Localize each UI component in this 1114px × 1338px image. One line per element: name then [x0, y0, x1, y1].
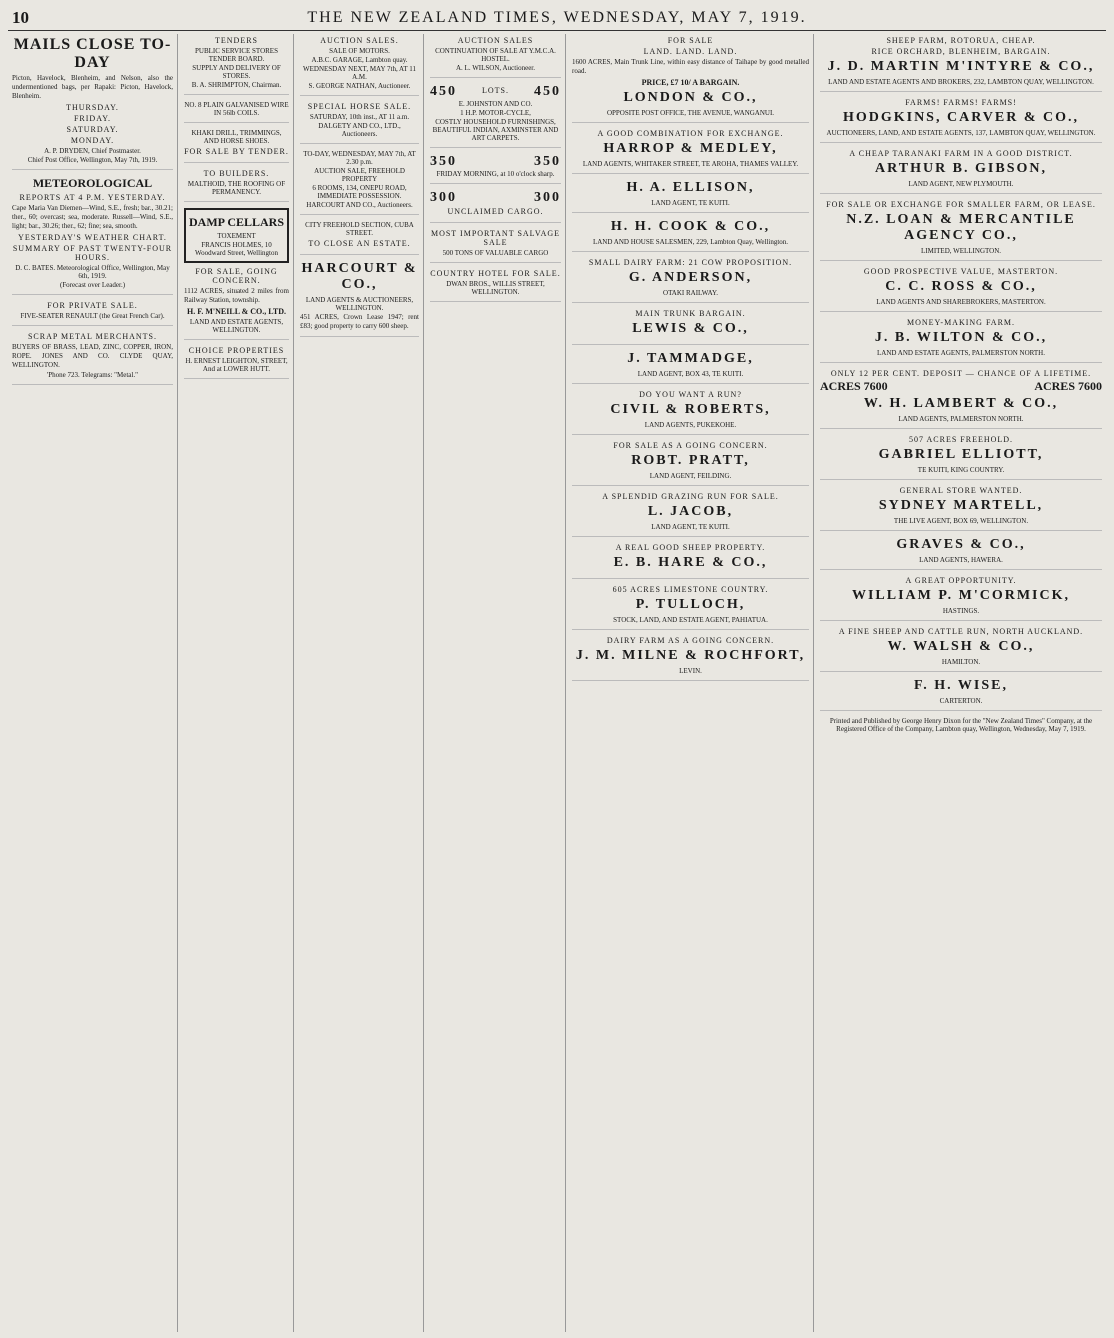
tenders-heading: TENDERS	[215, 36, 258, 45]
gibson-sub: LAND AGENT, NEW PLYMOUTH.	[908, 180, 1014, 188]
weather-chart-heading: YESTERDAY'S WEATHER CHART.	[18, 233, 167, 242]
civil-block	[572, 390, 809, 435]
north-auckland-heading: A FINE SHEEP AND CATTLE RUN, NORTH AUCKLAND.	[838, 627, 1084, 636]
scrap-text: BUYERS OF BRASS, LEAD, ZINC, COPPER, IRON, ROPE. JONES AND CO. CLYDE QUAY, WELLINGTON.	[12, 343, 173, 369]
graves-block	[820, 537, 1102, 570]
exchange-heading-6: FOR SALE OR EXCHANGE FOR SMALLER FARM, OR LEASE.	[826, 200, 1096, 209]
column-5	[568, 34, 814, 1332]
mails-monday: MONDAY.	[70, 136, 115, 145]
lambert-sub: LAND AGENTS, PALMERSTON NORTH.	[898, 415, 1024, 423]
land-1600: 1600 ACRES, Main Trunk Line, within easy distance of Taihape by good metalled road.	[572, 58, 809, 75]
horse-block	[300, 102, 419, 144]
hodgkins-sub: AUCTIONEERS, LAND, AND ESTATE AGENTS, 137, LAMBTON QUAY, WELLINGTON.	[826, 129, 1096, 137]
martin-block	[820, 36, 1102, 92]
mccormick-block	[820, 576, 1102, 621]
mccormick-sub: HASTINGS.	[942, 607, 980, 615]
store-wanted-heading: GENERAL STORE WANTED.	[899, 486, 1023, 495]
hare-block	[572, 543, 809, 579]
leighton-agent: H. ERNEST LEIGHTON, STREET, And at LOWER HUTT.	[185, 357, 288, 373]
lots-left: 450	[430, 84, 457, 99]
ellison-sub: LAND AGENT, TE KUITI.	[651, 199, 730, 207]
meteor-text: Cape Maria Van Diemen—Wind, S.E., fresh; bar., 30.21; ther., 60; overcast; sea, moderate. Russell—Wind, S.E., light; bar., 30.26; ther., 62; fine; sea, smooth.	[12, 204, 173, 230]
anderson-sub: OTAKI RAILWAY.	[663, 289, 718, 297]
wilton-block	[820, 318, 1102, 363]
column-6	[816, 34, 1106, 1332]
lewis-block	[572, 309, 809, 345]
lots3-left: 300	[430, 190, 457, 205]
auction-heading-4: AUCTION SALES	[457, 36, 534, 45]
damp-heading: DAMP CELLARS	[189, 215, 285, 229]
dalgety-auctioneer: DALGETY AND CO., LTD., Auctioneers.	[318, 122, 401, 138]
continuation: CONTINUATION OF SALE AT Y.M.C.A. HOSTEL.	[435, 47, 556, 63]
today-date: TO-DAY, WEDNESDAY, MAY 7th, AT 2.30 p.m.	[303, 150, 416, 166]
walsh-sub: HAMILTON.	[941, 658, 981, 666]
nzloan-sub: LIMITED, WELLINGTON.	[920, 247, 1002, 255]
civil-firm: CIVIL & ROBERTS,	[610, 402, 771, 417]
choice-heading: CHOICE PROPERTIES	[188, 346, 285, 355]
pratt-firm: ROBT. PRATT,	[631, 453, 750, 468]
taranaki-heading: A CHEAP TARANAKI FARM IN A GOOD DISTRICT.	[849, 149, 1073, 158]
gibson-block	[820, 149, 1102, 194]
london-block	[572, 47, 809, 123]
motor-cycle: 1 H.P. MOTOR-CYCLE,	[460, 109, 531, 117]
martell-firm: SYDNEY MARTELL,	[878, 498, 1044, 513]
salvage-heading: MOST IMPORTANT SALVAGE SALE	[430, 229, 561, 247]
hotel-heading: COUNTRY HOTEL FOR SALE.	[430, 269, 561, 278]
tenders-sign: B. A. SHRIMPTON, Chairman.	[191, 81, 282, 89]
motors-sub: A.B.C. GARAGE, Lambton quay.	[311, 56, 408, 64]
roofing-heading: MALTHOID, THE ROOFING OF PERMANENCY.	[187, 180, 286, 196]
cook-sub: LAND AND HOUSE SALESMEN, 229, Lambton Quay, Wellington.	[592, 238, 789, 246]
summary-heading: SUMMARY OF PAST TWENTY-FOUR HOURS.	[12, 244, 173, 262]
mccormick-firm: WILLIAM P. M'CORMICK,	[851, 588, 1071, 603]
lots-450-block	[430, 84, 561, 148]
going-concern-text: 1112 ACRES, situated 2 miles from Railway Station, township.	[184, 287, 289, 304]
friday-morning: FRIDAY MORNING, at 10 o'clock sharp.	[436, 170, 555, 178]
ross-block	[820, 267, 1102, 312]
grazing-heading: A SPLENDID GRAZING RUN FOR SALE.	[602, 492, 779, 501]
private-sale-block	[12, 301, 173, 326]
page-number: 10	[12, 8, 29, 27]
city-freehold: CITY FREEHOLD SECTION, CUBA STREET.	[305, 221, 414, 237]
onepu-block	[300, 150, 419, 215]
milne-sub: LEVIN.	[679, 667, 702, 675]
elliott-firm: GABRIEL ELLIOTT,	[878, 447, 1044, 462]
london-firm: LONDON & CO.,	[623, 90, 758, 105]
column-4	[426, 34, 566, 1332]
auction-heading: AUCTION SALES.	[320, 36, 399, 45]
hotel-block	[430, 269, 561, 302]
motors-heading: SALE OF MOTORS.	[329, 47, 390, 55]
rooms-heading: 6 ROOMS, 134, ONEPU ROAD, IMMEDIATE POSSESSION.	[312, 184, 407, 200]
pratt-block	[572, 441, 809, 486]
forecast-note: (Forecast over Leader.)	[59, 281, 126, 289]
builders-block	[184, 169, 289, 202]
graves-sub: LAND AGENTS, HAWERA.	[919, 556, 1003, 564]
gibson-firm: ARTHUR B. GIBSON,	[875, 161, 1047, 176]
wilson-auctioneer: A. L. WILSON, Auctioneer.	[456, 64, 535, 72]
harrop-sub: LAND AGENTS, WHITAKER STREET, TE AROHA, THAMES VALLEY.	[582, 160, 799, 168]
private-sale-heading: FOR PRIVATE SALE.	[47, 301, 138, 310]
wise-firm: F. H. WISE,	[914, 678, 1008, 693]
lots3-right: 300	[534, 190, 561, 205]
ross-sub: LAND AGENTS AND SHAREBROKERS, MASTERTON.	[876, 298, 1046, 306]
going-concern-block	[184, 267, 289, 340]
tenders-sub: PUBLIC SERVICE STORES TENDER BOARD.	[195, 47, 278, 63]
land-heading: LAND. LAND. LAND.	[643, 47, 738, 56]
main-trunk-heading: MAIN TRUNK BARGAIN.	[635, 309, 746, 318]
anderson-block	[572, 258, 809, 303]
mails-signoff-sub: Chief Post Office, Wellington, May 7th, 1919.	[27, 156, 158, 164]
exchange-heading: A GOOD COMBINATION FOR EXCHANGE.	[597, 129, 784, 138]
meteor-heading: METEOROLOGICAL	[32, 176, 153, 190]
cook-block	[572, 219, 809, 252]
mails-text: Picton, Havelock, Blenheim, and Nelson, also the undermentioned bags, per Rapaki: Picton, Havelock, Blenheim.	[12, 74, 173, 100]
opportunity-heading: A GREAT OPPORTUNITY.	[905, 576, 1017, 585]
masterton-heading: GOOD PROSPECTIVE VALUE, MASTERTON.	[863, 267, 1059, 276]
martin-sub: LAND AND ESTATE AGENTS AND BROKERS, 232, LAMBTON QUAY, WELLINGTON.	[828, 78, 1094, 86]
jacob-firm: L. JACOB,	[647, 504, 734, 519]
for-sale-heading: FOR SALE	[667, 36, 714, 45]
mcneill-sub: LAND AND ESTATE AGENTS, WELLINGTON.	[189, 318, 284, 334]
hodgkins-firm: HODGKINS, CARVER & CO.,	[842, 110, 1080, 125]
johnston-firm: E. JOHNSTON AND CO.	[458, 100, 533, 108]
meteor-sub: REPORTS AT 4 P.M. YESTERDAY.	[19, 193, 166, 202]
lots2-right: 350	[534, 154, 561, 169]
nathan-auctioneer: S. GEORGE NATHAN, Auctioneer.	[308, 82, 411, 90]
damp-cellars-ad	[184, 208, 289, 263]
going-concern-heading-5: FOR SALE AS A GOING CONCERN.	[613, 441, 768, 450]
tammadge-firm: J. TAMMADGE,	[627, 351, 754, 366]
martell-block	[820, 486, 1102, 531]
ellison-block	[572, 180, 809, 213]
dairy-heading: SMALL DAIRY FARM: 21 COW PROPOSITION.	[588, 258, 793, 267]
tulloch-block	[572, 585, 809, 630]
ross-firm: C. C. ROSS & CO.,	[885, 279, 1037, 294]
mails-signoff: A. P. DRYDEN, Chief Postmaster.	[44, 147, 141, 155]
walsh-block	[820, 627, 1102, 672]
horse-date: SATURDAY, 10th inst., AT 11 a.m.	[309, 113, 410, 121]
tenders-supply: SUPPLY AND DELIVERY OF STORES.	[192, 64, 281, 80]
money-making-heading: MONEY-MAKING FARM.	[906, 318, 1016, 327]
lambert-firm: W. H. LAMBERT & CO.,	[863, 396, 1059, 411]
london-sub: OPPOSITE POST OFFICE, THE AVENUE, WANGANUI.	[606, 109, 775, 117]
tulloch-firm: P. TULLOCH,	[635, 597, 746, 612]
acres-right: ACRES 7600	[1034, 379, 1102, 393]
walsh-firm: W. WALSH & CO.,	[887, 639, 1035, 654]
martell-sub: THE LIVE AGENT, BOX 69, WELLINGTON.	[893, 517, 1029, 525]
close-estate: TO CLOSE AN ESTATE.	[308, 239, 411, 248]
cuba-block	[300, 221, 419, 255]
jacob-block	[572, 492, 809, 537]
ymca-block	[430, 47, 561, 78]
want-run-heading: DO YOU WANT A RUN?	[639, 390, 742, 399]
masthead-title: THE NEW ZEALAND TIMES, WEDNESDAY, MAY 7, 1919.	[307, 9, 807, 26]
wire-block	[184, 101, 289, 123]
lots-label: LOTS.	[482, 86, 509, 95]
mcneill-firm: H. F. M'NEILL & CO., LTD.	[187, 307, 286, 316]
motors-block	[300, 47, 419, 96]
wise-block	[820, 678, 1102, 711]
wise-sub: CARTERTON.	[939, 697, 983, 705]
acres-left: ACRES 7600	[820, 379, 888, 393]
graves-firm: GRAVES & CO.,	[896, 537, 1026, 552]
hodgkins-block	[820, 98, 1102, 143]
harrop-block	[572, 129, 809, 174]
harcourt-firm: HARCOURT & CO.,	[301, 261, 418, 292]
wilton-firm: J. B. WILTON & CO.,	[874, 330, 1048, 345]
harcourt-text: 451 ACRES, Crown Lease 1947; rent £83; good property to carry 600 sheep.	[300, 313, 419, 330]
builders-heading: TO BUILDERS.	[203, 169, 270, 178]
scrap-block	[12, 332, 173, 385]
lots-right: 450	[534, 84, 561, 99]
horse-heading: SPECIAL HORSE SALE.	[307, 102, 412, 111]
meteorological-block	[12, 176, 173, 295]
mails-heading: MAILS CLOSE TO-DAY	[13, 36, 172, 71]
column-1	[8, 34, 178, 1332]
mails-saturday: SATURDAY.	[66, 125, 119, 134]
choice-block	[184, 346, 289, 379]
tammadge-block	[572, 351, 809, 384]
tammadge-sub: LAND AGENT, BOX 43, TE KUITI.	[637, 370, 744, 378]
farms-heading: FARMS! FARMS! FARMS!	[905, 98, 1017, 107]
unclaimed-cargo: UNCLAIMED CARGO.	[447, 207, 544, 216]
mails-thursday: THURSDAY.	[66, 103, 119, 112]
lewis-firm: LEWIS & CO.,	[632, 321, 749, 336]
damp-agent: FRANCIS HOLMES, 10 Woodward Street, Wellington	[195, 241, 278, 257]
page-header	[8, 6, 1106, 31]
sheep-prop-heading: A REAL GOOD SHEEP PROPERTY.	[615, 543, 766, 552]
lots2-left: 350	[430, 154, 457, 169]
harcourt-sub: LAND AGENTS & AUCTIONEERS, WELLINGTON.	[305, 296, 414, 312]
column-3	[296, 34, 424, 1332]
salvage-block	[430, 229, 561, 263]
civil-sub: LAND AGENTS, PUKEKOHE.	[644, 421, 737, 429]
martin-firm: J. D. MARTIN M'INTYRE & CO.,	[827, 59, 1095, 74]
met-officer: D. C. BATES. Meteorological Office, Wellington, May 6th, 1919.	[15, 264, 170, 280]
milne-firm: J. M. MILNE & ROCHFORT,	[575, 648, 806, 663]
tons-cargo: 500 TONS OF VALUABLE CARGO	[442, 249, 549, 257]
costly-furnishings: COSTLY HOUSEHOLD FURNISHINGS, BEAUTIFUL INDIAN, AXMINSTER AND ART CARPETS.	[432, 118, 559, 142]
tulloch-sub: STOCK, LAND, AND ESTATE AGENT, PAHIATUA.	[613, 616, 768, 624]
anderson-firm: G. ANDERSON,	[628, 270, 753, 285]
limestone-heading: 605 ACRES LIMESTONE COUNTRY.	[612, 585, 769, 594]
mails-friday: FRIDAY.	[73, 114, 111, 123]
going-concern-heading: FOR SALE, GOING CONCERN.	[195, 267, 278, 285]
scrap-heading: SCRAP METAL MERCHANTS.	[27, 332, 157, 341]
khaki-sale: FOR SALE BY TENDER.	[184, 147, 289, 156]
price-bargain: PRICE, £7 10/ A BARGAIN.	[641, 78, 740, 87]
lambert-block	[820, 369, 1102, 429]
ellison-firm: H. A. ELLISON,	[626, 180, 755, 195]
pratt-sub: LAND AGENT, FEILDING.	[649, 472, 732, 480]
nzloan-firm: N.Z. LOAN & MERCANTILE AGENCY CO.,	[846, 212, 1076, 243]
sheep-rotorua-heading: SHEEP FARM, ROTORUA, CHEAP.	[886, 36, 1036, 45]
hare-firm: E. B. HARE & CO.,	[613, 555, 768, 570]
damp-sub: TOXEMENT	[217, 232, 256, 240]
harrop-firm: HARROP & MEDLEY,	[603, 141, 778, 156]
imprint: Printed and Published by George Henry Dixon for the "New Zealand Times" Company, at the Registered Office of the Company, Lambton quay, Wellington, Wednesday, May 7, 1919.	[829, 717, 1093, 733]
mails-block	[12, 36, 173, 170]
milne-block	[572, 636, 809, 681]
jacob-sub: LAND AGENT, TE KUITI.	[651, 523, 730, 531]
elliott-sub: TE KUITI, KING COUNTRY.	[917, 466, 1005, 474]
motors-date: WEDNESDAY NEXT, MAY 7th, AT 11 A.M.	[303, 65, 416, 81]
private-sale-sub: FIVE-SEATER RENAULT (the Great French Car).	[20, 312, 165, 320]
harcourt-auctioneer: HARCOURT AND CO., Auctioneers.	[306, 201, 413, 209]
dairy2-heading: DAIRY FARM AS A GOING CONCERN.	[606, 636, 775, 645]
tenders-block	[184, 36, 289, 95]
column-2	[180, 34, 294, 1332]
cook-firm: H. H. COOK & CO.,	[610, 219, 771, 234]
harcourt-block	[300, 261, 419, 337]
khaki-heading: KHAKI DRILL, TRIMMINGS, AND HORSE SHOES.	[191, 129, 282, 145]
freehold-507-heading: 507 ACRES FREEHOLD.	[908, 435, 1014, 444]
orchard-heading: RICE ORCHARD, BLENHEIM, BARGAIN.	[871, 47, 1051, 56]
dwan-bros: DWAN BROS., WILLIS STREET, WELLINGTON.	[446, 280, 545, 296]
wire-heading: NO. 8 PLAIN GALVANISED WIRE IN 56lb COILS.	[184, 101, 289, 117]
elliott-block	[820, 435, 1102, 480]
deposit-heading: ONLY 12 PER CENT. DEPOSIT — CHANCE OF A LIFETIME.	[830, 369, 1092, 378]
khaki-block	[184, 129, 289, 163]
lots-350-block	[430, 154, 561, 184]
freehold-heading: AUCTION SALE, FREEHOLD PROPERTY	[314, 167, 405, 183]
scrap-phone: 'Phone 723. Telegrams: "Metal."	[47, 371, 138, 379]
nzloan-block	[820, 200, 1102, 261]
lots-300-block	[430, 190, 561, 223]
wilton-sub: LAND AND ESTATE AGENTS, PALMERSTON NORTH.	[876, 349, 1045, 357]
